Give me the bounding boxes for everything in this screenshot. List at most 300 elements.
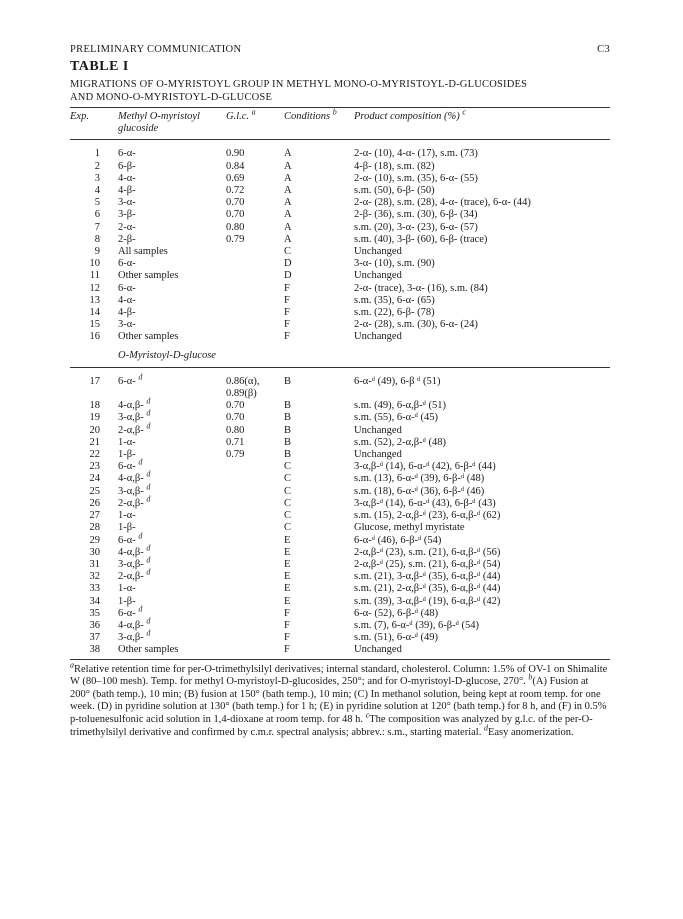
sample-cell bbox=[118, 437, 226, 449]
table-row bbox=[70, 161, 610, 173]
glc-cell bbox=[226, 449, 276, 461]
footnote-b-mark: b bbox=[528, 672, 533, 682]
glc-value bbox=[226, 319, 276, 331]
exp-number: 37 bbox=[89, 632, 100, 644]
sample-name: 4-α- bbox=[118, 172, 136, 184]
glc-value-beta: 0.89(β) bbox=[226, 388, 257, 400]
exp-number: 23 bbox=[89, 461, 100, 473]
product-composition: 4-β- (18), s.m. (82) bbox=[354, 160, 435, 172]
condition-code: A bbox=[284, 172, 292, 184]
sample-name: 3-α- bbox=[118, 197, 136, 209]
sample-note: d bbox=[138, 457, 143, 467]
table-row bbox=[70, 425, 610, 437]
product-composition: Unchanged bbox=[354, 424, 402, 436]
exp-number: 21 bbox=[89, 436, 100, 448]
condition-code: A bbox=[284, 148, 292, 160]
condition-code: E bbox=[284, 571, 291, 583]
exp-number: 38 bbox=[89, 644, 100, 656]
exp-number: 18 bbox=[89, 400, 100, 412]
sample-cell bbox=[118, 543, 226, 559]
product-composition: s.m. (15), 2-α,β-ᵈ (23), 6-α,β-ᵈ (62) bbox=[354, 510, 501, 522]
exp-number: 6 bbox=[94, 209, 100, 221]
exp-number: 25 bbox=[89, 485, 100, 497]
exp-number: 33 bbox=[89, 583, 100, 595]
glc-cell bbox=[226, 486, 276, 498]
exp-number: 35 bbox=[89, 607, 100, 619]
table-row bbox=[70, 535, 610, 547]
sample-name: 3-α,β- bbox=[118, 558, 144, 570]
glc-value: 0.80 bbox=[226, 221, 245, 233]
product-composition: Unchanged bbox=[354, 644, 402, 656]
exp-number: 10 bbox=[89, 258, 100, 270]
condition-code: F bbox=[284, 319, 290, 331]
sample-name: 3-α- bbox=[118, 319, 136, 331]
condition-code: C bbox=[284, 473, 292, 485]
condition-code: D bbox=[284, 258, 292, 270]
product-composition: s.m. (51), 6-α-ᵈ (49) bbox=[354, 632, 438, 644]
exp-number: 7 bbox=[94, 221, 100, 233]
exp-number: 30 bbox=[89, 546, 100, 558]
condition-code: E bbox=[284, 583, 291, 595]
glc-value: 0.72 bbox=[226, 185, 245, 197]
condition-code: F bbox=[284, 619, 290, 631]
sample-name: 1-β- bbox=[118, 522, 136, 534]
product-composition: s.m. (40), 3-β- (60), 6-β- (trace) bbox=[354, 233, 488, 245]
glc-cell bbox=[226, 400, 276, 412]
footnote-d: Easy anomerization. bbox=[487, 726, 574, 738]
col-product-note: c bbox=[462, 107, 466, 117]
table-row bbox=[70, 173, 610, 185]
footnotes bbox=[70, 660, 610, 740]
glc-cell bbox=[226, 522, 276, 534]
footnote-a: Relative retention time for per-O-trimethylsilyl derivatives; internal standard, cholesterol. Column: 1.5% of OV-1 on Shimalite W (80–100 mesh). Temp. for methyl O-myristoyl-D-glucosides, 250°; and for O-myristoyl-D-glucose, 270°. bbox=[70, 663, 608, 688]
sample-note: d bbox=[146, 555, 151, 565]
glc-value bbox=[226, 246, 276, 258]
table-row bbox=[70, 246, 610, 258]
sample-name: Other samples bbox=[118, 644, 179, 656]
sample-cell bbox=[118, 494, 226, 510]
col-glc-note: a bbox=[251, 107, 256, 117]
sample-name: 6-α- bbox=[118, 148, 136, 160]
sample-cell bbox=[118, 616, 226, 632]
product-composition: 2-β- (36), s.m. (30), 6-β- (34) bbox=[354, 209, 478, 221]
condition-code: A bbox=[284, 209, 292, 221]
product-composition: 6-α- (52), 6-β-ᵈ (48) bbox=[354, 607, 439, 619]
footnote-a-mark: a bbox=[70, 660, 74, 670]
table-row bbox=[70, 547, 610, 559]
condition-code: F bbox=[284, 607, 290, 619]
glucose-rows bbox=[70, 372, 610, 657]
glc-value: 0.80 bbox=[226, 424, 245, 436]
table-row bbox=[70, 185, 610, 197]
sample-name: 2-α- bbox=[118, 221, 136, 233]
table-row bbox=[70, 307, 610, 319]
table-caption bbox=[70, 78, 610, 104]
footnote-b: (A) Fusion at 200° (bath temp.), 10 min; (B) fusion at 150° (bath temp.), 10 min; (C) In methanol solution, being kept at room temp. for one week. (D) in pyridine solution at 130° (bath temp.) for 1 h; (E) in pyridine solution at 120° (bath temp.) for 8 h, and (F) in 0.5% p-toluenesulfonic acid solution in 1,4-dioxane at room temp. for 48 h. bbox=[70, 676, 607, 725]
sample-note: d bbox=[138, 531, 143, 540]
sample-note: d bbox=[146, 567, 151, 577]
glc-value bbox=[226, 331, 276, 343]
table-label: TABLE I bbox=[70, 59, 129, 74]
exp-number: 31 bbox=[89, 558, 100, 570]
sample-name: 3-α,β- bbox=[118, 412, 144, 424]
condition-code: B bbox=[284, 400, 292, 412]
glc-value: 0.71 bbox=[226, 436, 245, 448]
table-row bbox=[70, 331, 610, 343]
product-composition: 2-α- (10), s.m. (35), 6-α- (55) bbox=[354, 172, 478, 184]
table-header-row bbox=[70, 108, 610, 140]
table-row bbox=[70, 376, 610, 400]
sample-name: 6-α- bbox=[118, 534, 136, 546]
glc-cell bbox=[226, 376, 276, 400]
exp-number: 4 bbox=[94, 185, 100, 197]
table-row bbox=[70, 461, 610, 473]
glc-value: 0.70 bbox=[226, 209, 245, 221]
sample-name: 6-α- bbox=[118, 607, 136, 619]
sample-cell bbox=[118, 522, 226, 534]
product-composition: Unchanged bbox=[354, 449, 402, 461]
caption-line-2: AND MONO-O-MYRISTOYL-D-GLUCOSE bbox=[70, 92, 273, 103]
sample-cell bbox=[118, 583, 226, 595]
caption-line-1: MIGRATIONS OF O-MYRISTOYL GROUP IN METHYL MONO-O-MYRISTOYL-D-GLUCOSIDES bbox=[70, 79, 528, 90]
glc-cell bbox=[226, 510, 276, 522]
sample-note: d bbox=[146, 628, 151, 638]
sample-name: 3-α,β- bbox=[118, 632, 144, 644]
exp-number: 29 bbox=[89, 534, 100, 546]
sample-name: 1-β- bbox=[118, 595, 136, 607]
bottom-rule bbox=[70, 659, 610, 660]
product-composition: Unchanged bbox=[354, 246, 402, 258]
sample-cell bbox=[118, 555, 226, 571]
exp-number: 34 bbox=[89, 595, 100, 607]
product-composition: 2-α- (trace), 3-α- (16), s.m. (84) bbox=[354, 282, 488, 294]
sample-note: d bbox=[146, 408, 151, 418]
product-composition: 6-α-ᵈ (49), 6-β ᵈ (51) bbox=[354, 375, 441, 387]
condition-code: E bbox=[284, 595, 291, 607]
sample-note: d bbox=[146, 421, 151, 431]
exp-number: 28 bbox=[89, 522, 100, 534]
page-number: C3 bbox=[597, 44, 610, 55]
condition-code: A bbox=[284, 221, 292, 233]
glc-cell bbox=[226, 632, 276, 644]
condition-code: C bbox=[284, 485, 292, 497]
table-row bbox=[70, 400, 610, 412]
product-composition: s.m. (22), 6-β- (78) bbox=[354, 307, 435, 319]
sample-cell bbox=[118, 644, 226, 656]
glc-cell bbox=[226, 583, 276, 595]
table-row bbox=[70, 258, 610, 270]
sample-name: 6-α- bbox=[118, 282, 136, 294]
exp-number: 17 bbox=[89, 375, 100, 387]
exp-number: 32 bbox=[89, 571, 100, 583]
glc-value bbox=[226, 283, 276, 295]
sample-cell bbox=[118, 421, 226, 437]
condition-code: C bbox=[284, 497, 292, 509]
sample-name: Other samples bbox=[118, 270, 179, 282]
sample-name: 2-β- bbox=[118, 233, 136, 245]
condition-code: F bbox=[284, 307, 290, 319]
footnote-c: The composition was analyzed by g.l.c. of the per-O-trimethylsilyl derivative and confirmed by c.m.r. spectral analysis; abbrev.: s.m., starting material. bbox=[70, 713, 593, 738]
condition-code: B bbox=[284, 424, 292, 436]
condition-code: D bbox=[284, 270, 292, 282]
sample-name: 2-α,β- bbox=[118, 571, 144, 583]
table-row bbox=[70, 510, 610, 522]
table-row bbox=[70, 571, 610, 583]
sample-cell bbox=[118, 482, 226, 498]
exp-number: 27 bbox=[89, 510, 100, 522]
glc-value: 0.70 bbox=[226, 400, 245, 412]
exp-number: 12 bbox=[89, 282, 100, 294]
glc-value: 0.70 bbox=[226, 412, 245, 424]
glc-cell bbox=[226, 498, 276, 510]
running-header bbox=[70, 44, 610, 55]
exp-number: 2 bbox=[94, 160, 100, 172]
glc-cell bbox=[226, 437, 276, 449]
sample-note: d bbox=[146, 543, 151, 553]
sample-cell bbox=[118, 628, 226, 644]
sample-name: All samples bbox=[118, 246, 168, 258]
glc-value: 0.79 bbox=[226, 233, 245, 245]
exp-number: 3 bbox=[94, 172, 100, 184]
col-conditions bbox=[276, 108, 354, 140]
col-sample-line-1: Methyl O-myristoyl bbox=[118, 111, 200, 122]
exp-number: 22 bbox=[89, 449, 100, 461]
condition-code: E bbox=[284, 534, 291, 546]
glc-cell bbox=[226, 571, 276, 583]
sample-name: 4-β- bbox=[118, 185, 136, 197]
table-row bbox=[70, 644, 610, 656]
table-row bbox=[70, 222, 610, 234]
col-glc-label: G.l.c. bbox=[226, 111, 250, 122]
condition-code: B bbox=[284, 375, 292, 387]
condition-code: A bbox=[284, 160, 292, 172]
sample-name: 2-α,β- bbox=[118, 497, 144, 509]
sample-note: d bbox=[146, 616, 151, 626]
condition-code: F bbox=[284, 282, 290, 294]
sample-note: d bbox=[138, 372, 143, 382]
glc-cell bbox=[226, 596, 276, 608]
condition-code: F bbox=[284, 632, 290, 644]
product-composition: s.m. (7), 6-α-ᵈ (39), 6-β-ᵈ (54) bbox=[354, 619, 479, 631]
sample-cell bbox=[118, 604, 226, 620]
glc-cell bbox=[226, 461, 276, 473]
col-glc bbox=[226, 108, 276, 140]
table-row bbox=[70, 632, 610, 644]
table-row bbox=[70, 498, 610, 510]
sample-name: 4-β- bbox=[118, 307, 136, 319]
sample-cell bbox=[118, 510, 226, 522]
condition-code: B bbox=[284, 436, 292, 448]
exp-number: 16 bbox=[89, 331, 100, 343]
condition-code: C bbox=[284, 510, 292, 522]
table-row bbox=[70, 437, 610, 449]
col-conditions-label: Conditions bbox=[284, 111, 331, 122]
glc-value: 0.79 bbox=[226, 449, 245, 461]
sample-name: 6-α- bbox=[118, 461, 136, 473]
sample-name: Other samples bbox=[118, 331, 179, 343]
product-composition: s.m. (55), 6-α-ᵈ (45) bbox=[354, 412, 438, 424]
sample-cell bbox=[118, 372, 226, 400]
sample-name: 1-α- bbox=[118, 510, 136, 522]
col-product-label: Product composition (%) bbox=[354, 111, 460, 122]
exp-number: 26 bbox=[89, 497, 100, 509]
glc-value: 0.86(α), bbox=[226, 375, 260, 387]
glc-value bbox=[226, 258, 276, 270]
table-row bbox=[70, 620, 610, 632]
glc-cell bbox=[226, 425, 276, 437]
document-page bbox=[70, 44, 610, 739]
glc-cell bbox=[226, 412, 276, 424]
product-composition: Unchanged bbox=[354, 331, 402, 343]
sample-cell bbox=[118, 531, 226, 547]
product-composition: Unchanged bbox=[354, 270, 402, 282]
sample-cell bbox=[118, 408, 226, 424]
footnote-d-mark: d bbox=[483, 723, 488, 732]
glc-cell bbox=[226, 620, 276, 632]
sample-name: 4-α,β- bbox=[118, 546, 144, 558]
sample-name: 6-α- bbox=[118, 375, 136, 387]
exp-number: 36 bbox=[89, 619, 100, 631]
exp-number: 14 bbox=[89, 307, 100, 319]
sample-note: d bbox=[146, 469, 151, 479]
table-row bbox=[70, 283, 610, 295]
glucoside-rows bbox=[70, 148, 610, 343]
table-row bbox=[70, 234, 610, 246]
product-composition: 2-α- (28), s.m. (28), 4-α- (trace), 6-α- (44) bbox=[354, 197, 531, 209]
sample-name: 1-α- bbox=[118, 436, 136, 448]
exp-number: 1 bbox=[94, 148, 100, 160]
table-row bbox=[70, 412, 610, 424]
condition-code: E bbox=[284, 546, 291, 558]
glc-cell bbox=[226, 559, 276, 571]
table-row bbox=[70, 559, 610, 571]
table-row bbox=[70, 486, 610, 498]
product-composition: 3-α,β-ᵈ (14), 6-α-ᵈ (42), 6-β-ᵈ (44) bbox=[354, 461, 496, 473]
product-composition: s.m. (18), 6-α-ᵈ (36), 6-β-ᵈ (46) bbox=[354, 485, 485, 497]
sample-name: 3-α,β- bbox=[118, 485, 144, 497]
col-product bbox=[354, 108, 610, 140]
table-row bbox=[70, 473, 610, 485]
product-composition: s.m. (50), 6-β- (50) bbox=[354, 185, 435, 197]
sample-note: d bbox=[138, 604, 143, 614]
migration-table bbox=[70, 108, 610, 657]
condition-code: E bbox=[284, 558, 291, 570]
product-composition: s.m. (21), 3-α,β-ᵈ (35), 6-α,β-ᵈ (44) bbox=[354, 571, 501, 583]
product-composition: 2-α- (10), 4-α- (17), s.m. (73) bbox=[354, 148, 478, 160]
col-sample-line-2: glucoside bbox=[118, 123, 159, 135]
sample-note: d bbox=[146, 494, 151, 504]
sample-name: 1-α- bbox=[118, 583, 136, 595]
glc-cell bbox=[226, 473, 276, 485]
glc-cell bbox=[226, 535, 276, 547]
table-row bbox=[70, 319, 610, 331]
product-composition: s.m. (21), 2-α,β-ᵈ (35), 6-α,β-ᵈ (44) bbox=[354, 583, 501, 595]
sample-name: 6-β- bbox=[118, 160, 136, 172]
product-composition: 2-α,β-ᵈ (23), s.m. (21), 6-α,β-ᵈ (56) bbox=[354, 546, 501, 558]
sample-name: 1-β- bbox=[118, 449, 136, 461]
sample-cell bbox=[118, 457, 226, 473]
product-composition: 3-α,β-ᵈ (14), 6-α-ᵈ (43), 6-β-ᵈ (43) bbox=[354, 497, 496, 509]
product-composition: 6-α-ᵈ (46), 6-β-ᵈ (54) bbox=[354, 534, 442, 546]
sample-cell bbox=[118, 596, 226, 608]
sample-note: d bbox=[146, 396, 151, 406]
product-composition: 2-α,β-ᵈ (25), s.m. (21), 6-α,β-ᵈ (54) bbox=[354, 558, 501, 570]
exp-number: 9 bbox=[94, 246, 100, 258]
glc-value bbox=[226, 270, 276, 282]
glc-value: 0.69 bbox=[226, 172, 245, 184]
sample-name: 2-α,β- bbox=[118, 424, 144, 436]
glc-value bbox=[226, 307, 276, 319]
sample-cell bbox=[118, 567, 226, 583]
product-composition: 2-α- (28), s.m. (30), 6-α- (24) bbox=[354, 319, 478, 331]
section-title: O-Myristoyl-D-glucose bbox=[118, 349, 216, 361]
product-composition: s.m. (49), 6-α,β-ᵈ (51) bbox=[354, 400, 446, 412]
table-row bbox=[70, 583, 610, 595]
product-composition: Glucose, methyl myristate bbox=[354, 522, 465, 534]
sample-name: 4-α,β- bbox=[118, 400, 144, 412]
running-head-title: PRELIMINARY COMMUNICATION bbox=[70, 44, 242, 55]
condition-code: A bbox=[284, 233, 292, 245]
glc-cell bbox=[226, 547, 276, 559]
condition-code: C bbox=[284, 522, 292, 534]
condition-code: F bbox=[284, 644, 290, 656]
col-sample bbox=[118, 108, 226, 140]
sample-name: 3-β- bbox=[118, 209, 136, 221]
product-composition: s.m. (20), 3-α- (23), 6-α- (57) bbox=[354, 221, 478, 233]
glc-cell bbox=[226, 608, 276, 620]
col-exp: Exp. bbox=[70, 111, 89, 122]
sample-cell bbox=[118, 469, 226, 485]
section-row bbox=[70, 344, 610, 368]
exp-number: 20 bbox=[89, 424, 100, 436]
condition-code: A bbox=[284, 185, 292, 197]
product-composition: s.m. (39), 3-α,β-ᵈ (19), 6-α,β-ᵈ (42) bbox=[354, 595, 501, 607]
condition-code: F bbox=[284, 294, 290, 306]
sample-name: 4-α,β- bbox=[118, 619, 144, 631]
table-row bbox=[70, 449, 610, 461]
sample-cell bbox=[118, 449, 226, 461]
product-composition: s.m. (52), 2-α,β-ᵈ (48) bbox=[354, 436, 446, 448]
glc-value bbox=[226, 295, 276, 307]
condition-code: C bbox=[284, 461, 292, 473]
exp-number: 11 bbox=[89, 270, 100, 282]
table-row bbox=[70, 596, 610, 608]
table-row bbox=[70, 209, 610, 221]
table-row bbox=[70, 295, 610, 307]
exp-number: 15 bbox=[89, 319, 100, 331]
product-composition: s.m. (35), 6-α- (65) bbox=[354, 294, 435, 306]
sample-cell bbox=[118, 396, 226, 412]
table-row bbox=[70, 608, 610, 620]
product-composition: s.m. (13), 6-α-ᵈ (39), 6-β-ᵈ (48) bbox=[354, 473, 485, 485]
sample-name: 4-α,β- bbox=[118, 473, 144, 485]
glc-value: 0.70 bbox=[226, 197, 245, 209]
table-row bbox=[70, 522, 610, 534]
exp-number: 8 bbox=[94, 233, 100, 245]
col-conditions-note: b bbox=[332, 107, 337, 117]
table-row bbox=[70, 197, 610, 209]
glc-value: 0.90 bbox=[226, 148, 245, 160]
condition-code: B bbox=[284, 412, 292, 424]
glc-cell bbox=[226, 644, 276, 656]
table-row bbox=[70, 148, 610, 160]
product-composition: 3-α- (10), s.m. (90) bbox=[354, 258, 435, 270]
condition-code: A bbox=[284, 197, 292, 209]
footnote-c-mark: c bbox=[365, 710, 370, 720]
sample-name: 6-α- bbox=[118, 258, 136, 270]
exp-number: 24 bbox=[89, 473, 100, 485]
condition-code: C bbox=[284, 246, 292, 258]
